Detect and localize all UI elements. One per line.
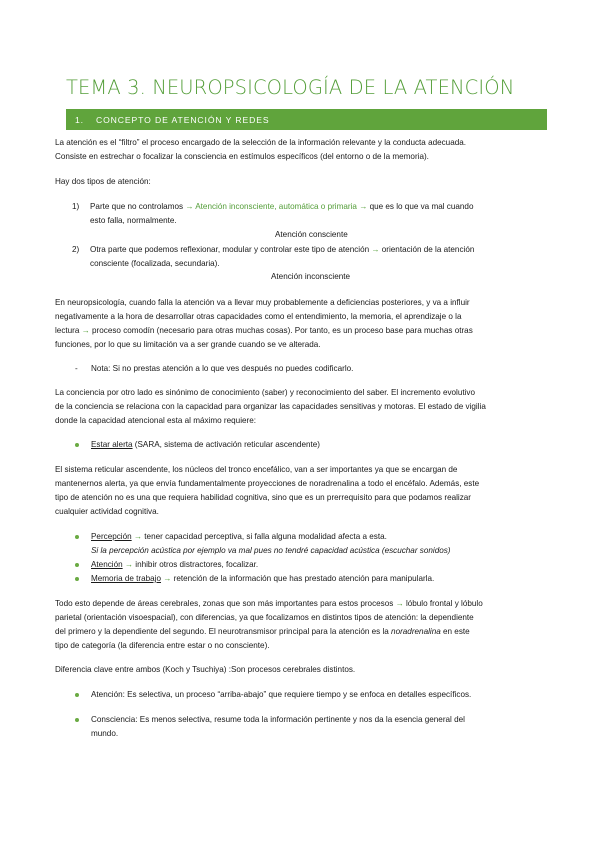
text-line: funciones, por lo que su limitación va a ser grande cuando se ve alterada.	[55, 340, 321, 349]
text-line	[91, 558, 541, 572]
text-run: (SARA, sistema de activación reticular ascendente)	[132, 440, 320, 449]
text-line: tipo de categoría (la diferencia entre estar o no consciente).	[55, 641, 270, 650]
text-line: mundo.	[91, 729, 119, 738]
text-run: proceso comodín (necesario para otras muchas cosas). Por tanto, es un proceso base para muchas otras	[89, 326, 473, 335]
arrow-icon: →	[81, 326, 90, 335]
bullet-item-alerta	[91, 438, 541, 452]
section-number: 1.	[75, 115, 84, 125]
text-run: del primero y la dependiente del segundo. El neurotransmisor principal para la atención es la	[55, 627, 392, 636]
list-item-consciente	[90, 243, 540, 271]
text-line: tipo de atención no es una que requiera habilidad cognitiva, sino que es un prerrequisito para que podamos realizar	[55, 493, 472, 502]
bullet-icon	[75, 693, 79, 697]
centered-label: Atención consciente	[275, 230, 348, 239]
underlined-term: Atención	[91, 560, 123, 569]
bullet-icon	[75, 718, 79, 722]
arrow-icon: →	[395, 599, 404, 608]
text-run: retención de la información que has prestado atención para manipularla.	[171, 574, 435, 583]
text-line: cualquier actividad cognitiva.	[55, 507, 159, 516]
page-title: TEMA 3. NEUROPSICOLOGÍA DE LA ATENCIÓN	[66, 76, 515, 99]
bullet-icon	[75, 535, 79, 539]
text-line: Consciencia: Es menos selectiva, resume toda la información pertinente y nos da la esencia general del	[91, 715, 465, 724]
italic-term: noradrenalina	[391, 627, 441, 636]
arrow-icon: →	[359, 202, 368, 211]
underlined-term: Memoria de trabajo	[91, 574, 161, 583]
text-line: parietal (orientación visoespacial), con diferencias, ya que focalizamos en distintos tipos de atención: la dependiente	[55, 613, 474, 622]
bullet-item-memoria	[91, 572, 541, 586]
arrow-icon: →	[371, 245, 380, 254]
text-line: Si la percepción acústica por ejemplo va mal pues no tendré capacidad acústica (escuchar sonidos)	[91, 546, 451, 555]
underlined-term: Percepción	[91, 532, 132, 541]
bullet-icon	[75, 563, 79, 567]
text-line: negativamente a la hora de desarrollar otras capacidades como el entendimiento, la memoria, el aprendizaje o la	[55, 312, 462, 321]
text-line: esto falla, normalmente.	[90, 216, 177, 225]
arrow-icon: →	[124, 560, 134, 569]
list-marker: 2)	[72, 245, 80, 254]
text-line: En neuropsicología, cuando falla la atención va a llevar muy probablemente a deficiencias posteriores, y va a influir	[55, 298, 470, 307]
arrow-icon: →	[163, 574, 172, 583]
paragraph-conciencia	[55, 386, 545, 428]
text-line: donde la capacidad atencional esta al máximo requiere:	[55, 416, 256, 425]
text-line	[91, 572, 541, 586]
text-line	[55, 625, 545, 639]
text-run: Todo esto depende de áreas cerebrales, zonas que son más importantes para estos procesos	[55, 599, 396, 608]
bullet-item-percepcion	[91, 530, 541, 558]
centered-label: Atención inconsciente	[271, 272, 351, 281]
text-run: inhibir otros distractores, focalizar.	[133, 560, 259, 569]
text-line	[90, 200, 540, 214]
paragraph-sistema-reticular	[55, 463, 545, 519]
text-run: Parte que no controlamos	[90, 202, 186, 211]
dash-marker: -	[75, 364, 78, 373]
bullet-item-atencion	[91, 558, 541, 572]
text-run: en este	[440, 627, 470, 636]
text-line: El sistema reticular ascendente, los núcleos del tronco encefálico, van a ser importantes ya que se encargan de	[55, 465, 458, 474]
bullet-item-consciencia-def	[91, 713, 541, 741]
highlight-term: Atención inconsciente, automática o primaria	[193, 202, 360, 211]
text-line: Atención: Es selectiva, un proceso “arriba-abajo” que requiere tiempo y se enfoca en detalles específicos.	[91, 690, 472, 699]
arrow-icon: →	[185, 202, 194, 211]
list-marker: 1)	[72, 202, 80, 211]
text-line	[90, 243, 540, 257]
list-item-inconsciente	[90, 200, 540, 228]
text-run: tener capacidad perceptiva, si falla alguna modalidad afecta a esta.	[142, 532, 387, 541]
arrow-icon: →	[133, 532, 143, 541]
text-run: lóbulo frontal y lóbulo	[403, 599, 483, 608]
text-run: Otra parte que podemos reflexionar, modular y controlar este tipo de atención	[90, 245, 372, 254]
paragraph-diferencia	[55, 663, 545, 677]
text-run: que es lo que va mal cuando	[367, 202, 474, 211]
bullet-icon	[75, 443, 79, 447]
paragraph-areas-cerebrales	[55, 597, 545, 653]
text-line	[55, 324, 545, 338]
text-line: La conciencia por otro lado es sinónimo de conocimiento (saber) y reconocimiento del saber. El incremento evolutivo	[55, 388, 476, 397]
text-line: La atención es el “filtro” el proceso encargado de la selección de la información relevante y la conducta adecuada.	[55, 138, 467, 147]
underlined-term: Estar alerta	[91, 440, 133, 449]
paragraph-neuropsychology	[55, 296, 545, 352]
text-line: Diferencia clave entre ambos (Koch y Tsuchiya) :Son procesos cerebrales distintos.	[55, 665, 356, 674]
text-line	[91, 530, 541, 544]
bullet-item-atencion-def	[91, 688, 541, 702]
text-line: Nota: Si no prestas atención a lo que ves después no puedes codificarlo.	[91, 364, 354, 373]
text-line	[91, 438, 541, 452]
section-heading-bar	[66, 109, 547, 130]
bullet-icon	[75, 577, 79, 581]
paragraph-types-intro	[55, 175, 545, 189]
text-line: Hay dos tipos de atención:	[55, 177, 151, 186]
section-label: CONCEPTO DE ATENCIÓN Y REDES	[95, 115, 270, 125]
text-line: consciente (focalizada, secundaria).	[90, 259, 220, 268]
text-line: de la conciencia se relaciona con la capacidad para organizar las capacidades sensitivas y motoras. El estado de vigilia	[55, 402, 486, 411]
note-item	[91, 362, 541, 376]
text-line: Consiste en estrechar o focalizar la consciencia en estímulos específicos (del entorno o de la memoria).	[55, 152, 429, 161]
text-line: mantenernos alerta, ya que envía fundamentalmente proyecciones de noradrenalina a todo el encéfalo. Además, este	[55, 479, 480, 488]
text-run: orientación de la atención	[379, 245, 475, 254]
text-run: lectura	[55, 326, 82, 335]
paragraph-definition	[55, 136, 545, 164]
text-line	[55, 597, 545, 611]
